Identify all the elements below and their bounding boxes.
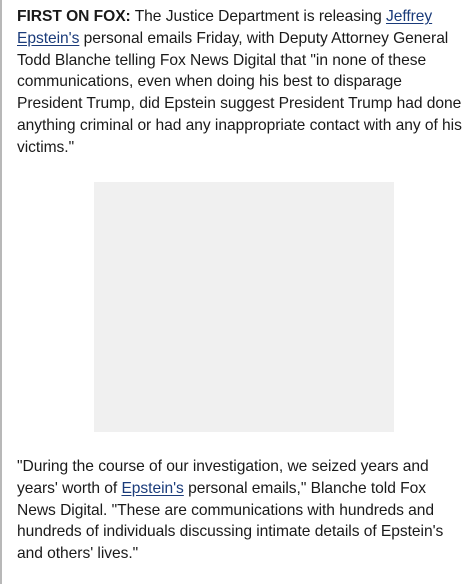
epstein-link[interactable]: Epstein's (121, 479, 184, 497)
embedded-media-placeholder (94, 182, 394, 432)
paragraph-1-text-end: personal emails Friday, with Deputy Attorney General Todd Blanche telling Fox News Digital that "in none of these communications, even when doing his best to disparage President Trump, did Epstein suggest President Trump had done anything criminal or had any inappropriate contact with any of his victims." (17, 29, 462, 156)
paragraph-2-text-end: personal emails," Blanche told Fox News Digital. "These are communications with hundreds and hundreds of individuals discussing intimate details of Epstein's and others' lives." (17, 479, 444, 563)
paragraph-1-text-start: The Justice Department is releasing (130, 8, 386, 25)
article-body (17, 6, 467, 159)
first-on-fox-label: FIRST ON FOX: (17, 8, 131, 25)
jeffrey-epstein-link[interactable]: Jeffrey Epstein's (17, 8, 433, 47)
paragraph-2 (17, 456, 467, 565)
paragraph-1 (17, 6, 467, 159)
left-border (0, 0, 2, 584)
article-body-continued (17, 456, 467, 565)
paragraph-2-text-start: "During the course of our investigation, we seized years and years' worth of (17, 458, 429, 497)
